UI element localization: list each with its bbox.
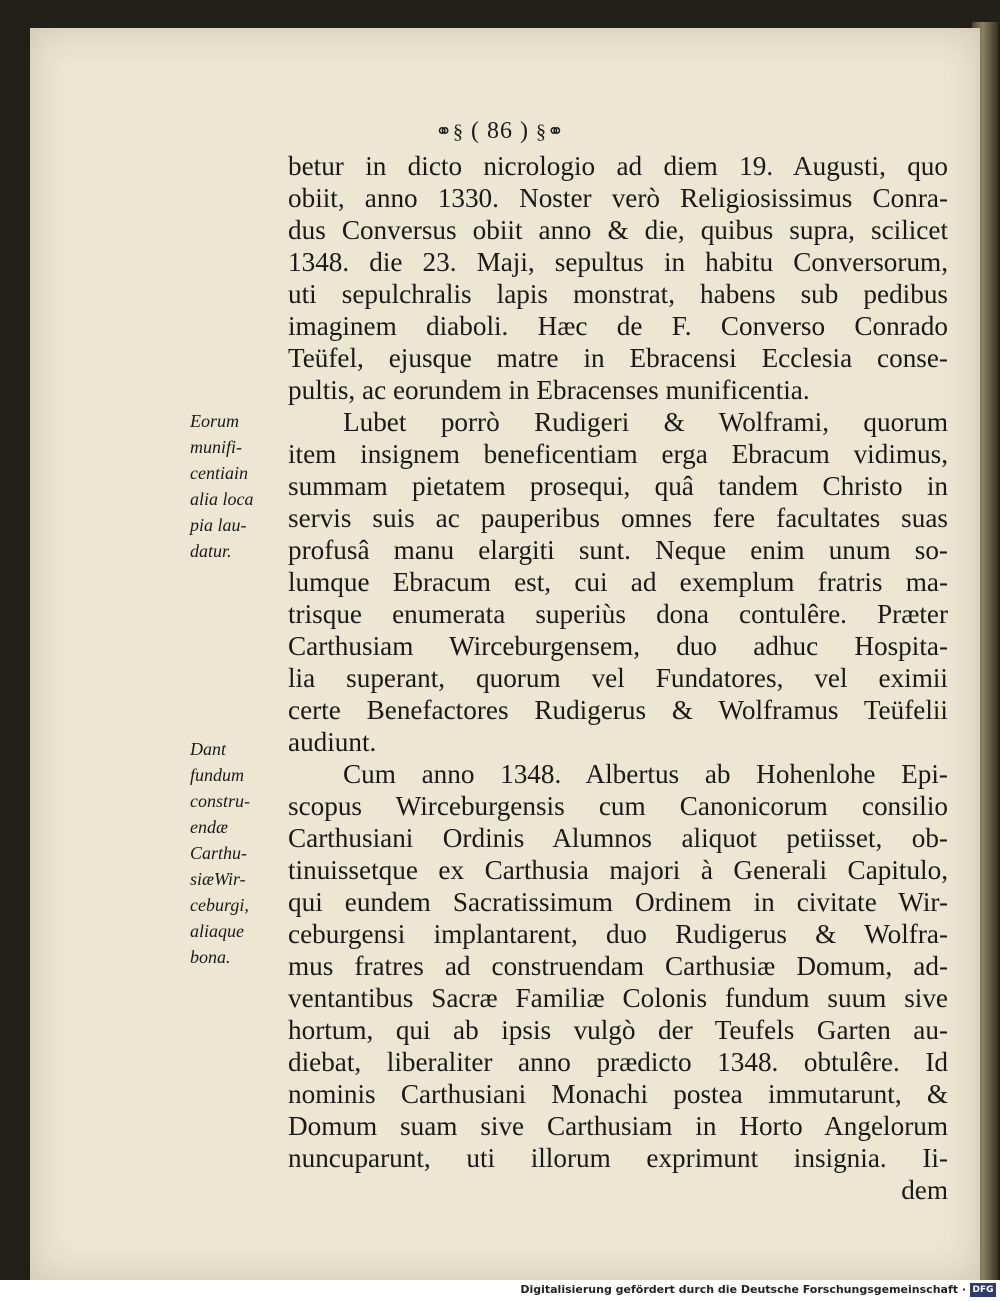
margin-note-line: bona. (190, 947, 231, 967)
text-line: item insignem beneficentiam erga Ebracum vidimus, (288, 439, 948, 469)
text-line: scopus Wirceburgensis cum Canonicorum consilio (288, 791, 948, 821)
text-line: pultis, ac eorundem in Ebracenses munificentia. (288, 375, 810, 405)
page-header (0, 118, 1000, 145)
text-line: lia superant, quorum vel Fundatores, vel eximii (288, 663, 948, 693)
text-line: 1348. die 23. Maji, sepultus in habitu Conversorum, (288, 247, 948, 277)
catchword: dem (901, 1175, 948, 1205)
text-line: betur in dicto nicrologio ad diem 19. Augusti, quo (288, 151, 948, 181)
margin-note-line: Eorum (190, 411, 239, 431)
header-ornament-right: §⚭ (535, 121, 565, 143)
text-line: obiit, anno 1330. Noster verò Religiosissimus Conra- (288, 183, 948, 213)
body-text (288, 150, 948, 1206)
text-line: qui eundem Sacratissimum Ordinem in civitate Wir- (288, 887, 948, 917)
margin-note-line: alia loca (190, 489, 254, 509)
margin-note-line: pia lau- (190, 515, 247, 535)
text-line: ventantibus Sacræ Familiæ Colonis fundum suum sive (288, 983, 948, 1013)
margin-note-2 (190, 736, 285, 970)
text-line: uti sepulchralis lapis monstrat, habens sub pedibus (288, 279, 948, 309)
margin-note-line: munifi- (190, 437, 242, 457)
margin-note-line: constru- (190, 791, 250, 811)
dfg-logo: DFG (970, 1283, 996, 1297)
margin-note-1 (190, 408, 285, 564)
text-line: nuncuparunt, uti illorum exprimunt insignia. Ii- (288, 1143, 948, 1173)
text-line: profusâ manu elargiti sunt. Neque enim unum so- (288, 535, 948, 565)
text-line: trisque enumerata superiùs dona contulêre. Præter (288, 599, 948, 629)
header-ornament-left: ⚭§ (435, 121, 464, 143)
text-line: servis suis ac pauperibus omnes fere facultates suas (288, 503, 948, 533)
text-line: diebat, liberaliter anno prædicto 1348. obtulêre. Id (288, 1047, 948, 1077)
text-line: Lubet porrò Rudigeri & Wolframi, quorum (343, 407, 948, 437)
margin-note-line: Carthu- (190, 843, 248, 863)
text-line: Teüfel, ejusque matre in Ebracensi Ecclesia conse- (288, 343, 948, 373)
text-line: lumque Ebracum est, cui ad exemplum fratris ma- (288, 567, 948, 597)
text-line: Carthusiani Ordinis Alumnos aliquot petiisset, ob- (288, 823, 948, 853)
text-line: ceburgensi implantarent, duo Rudigerus & Wolfra- (288, 919, 948, 949)
margin-note-line: aliaque (190, 921, 244, 941)
text-line: nominis Carthusiani Monachi postea immutarunt, & (288, 1079, 948, 1109)
footer-credit: Digitalisierung gefördert durch die Deutsche Forschungsgemeinschaft · (520, 1283, 966, 1296)
text-line: audiunt. (288, 727, 377, 757)
margin-note-line: fundum (190, 765, 244, 785)
text-line: mus fratres ad construendam Carthusiæ Domum, ad- (288, 951, 948, 981)
text-line: certe Benefactores Rudigerus & Wolframus Teüfelii (288, 695, 948, 725)
text-line: dus Conversus obiit anno & die, quibus supra, scilicet (288, 215, 948, 245)
text-line: Cum anno 1348. Albertus ab Hohenlohe Epi- (343, 759, 948, 789)
text-line: Carthusiam Wirceburgensem, duo adhuc Hospita- (288, 631, 948, 661)
margin-note-line: centiain (190, 463, 248, 483)
text-line: summam pietatem prosequi, quâ tandem Christo in (288, 471, 948, 501)
text-line: imaginem diaboli. Hæc de F. Converso Conrado (288, 311, 948, 341)
margin-note-line: siæWir- (190, 869, 246, 889)
text-line: tinuissetque ex Carthusia majori à Generali Capitulo, (288, 855, 948, 885)
text-line: hortum, qui ab ipsis vulgò der Teufels Garten au- (288, 1015, 948, 1045)
text-line: Domum suam sive Carthusiam in Horto Angelorum (288, 1111, 948, 1141)
margin-note-line: Dant (190, 739, 226, 759)
footer-bar (0, 1280, 1000, 1301)
page-number: ( 86 ) (471, 118, 529, 144)
margin-note-line: endæ (190, 817, 228, 837)
margin-note-line: datur. (190, 541, 232, 561)
margin-note-line: ceburgi, (190, 895, 249, 915)
